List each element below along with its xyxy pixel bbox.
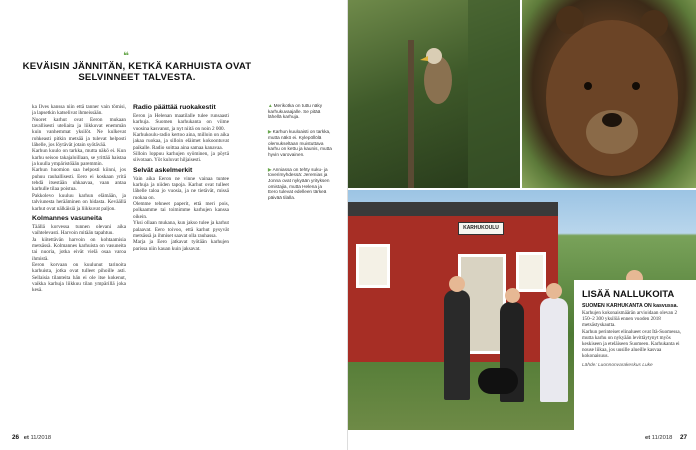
paragraph: Pakkolevo kuuluu karhun elämään, ja talviunesta herääminen on hidasta. Keväällä karhut ovat nälkäisiä ja liikkuvat paljon. [32,192,126,212]
house-roof [348,202,558,216]
bear-illustration [522,0,696,188]
quote-mark-icon: ❝ [123,51,129,62]
paragraph: Karhun huomion saa helposti kiinni, jos puhuu rauhallisesti. Eero ei koskaan yritä tehdä itsestään uhkaavaa, vaan antaa karhulle tilaa poistua. [32,167,126,193]
issue-number: 11/2018 [30,435,52,441]
paragraph: Silloin loppuu karhujen syöminen, ja pöytä siivotaan. Yöt kuluvat hiljaisesti. [133,151,229,164]
info-title: LISÄÄ NALLUKOITA [582,289,675,300]
subheading-kolmannes: Kolmannes vasuneita [32,214,102,222]
info-lead: SUOMEN KARHUKANTA ON kasvussa. [582,303,678,309]
issue-number: 11/2018 [651,435,673,441]
house-sign: KARHUKOULU [458,222,504,235]
subheading-radio: Radio päättää ruokakestit [133,104,216,111]
magazine-logo: et [23,435,29,441]
info-paragraph: Karhujen kokonaismäärän arvioidaan olevan 2 150–2 300 yksilöä ennen vuoden 2018 metsästyskautta. [582,310,678,328]
footer-right [645,434,690,441]
pull-quote: KEVÄISIN JÄNNITÄN, KETKÄ KARHUISTA OVAT SELVINNEET TALVESTA. [22,61,252,83]
page-number: 27 [679,434,688,441]
eagle-illustration [348,0,520,188]
caption-eagle: ▲Merikotka on tuttu näky karhukuvaajalle. Se pitää lähellä karhuja. [268,103,323,120]
dog [478,368,518,394]
bear-photo [522,0,696,188]
paragraph: Nuoret karhut ovat Eeron mukaan tavallisesti uteliaita ja liikkuvat enemmän kuin vanhemmat yksilöt. Ne kulkevat rohkeasti pitkin metsää ja tulevat helposti lähelle, jos löytävät jotain syötävää. [32,116,126,149]
person-head [546,283,562,299]
arrow-right-icon: ▶ [268,129,272,135]
subheading-selvat: Selvät askelmerkit [133,166,193,174]
paragraph: Yksi ollaan mukana, kun jakso tulee ja karhut palaavat. Eero toivoo, että karhut pysyvät metsässä ja ihmiset saavat olla rauhassa. [133,220,229,239]
info-source: Lähde: Luonnonvarakeskus Luke [582,363,653,368]
house-window [356,244,390,288]
person [444,290,470,400]
info-paragraph: Karhun perinteiset elinalueet ovat Itä-Suomessa, mutta karhu on nykyään levittäytynyt myös keskiseen ja eteläiseen Suomeen. Karhukanta ei nouse liikaa, jos uusille alueille kasvaa kokonaisuus. [582,329,681,359]
person-head [505,288,520,303]
paragraph: Ja kiitettävän harvoin on kohtaamisia metsässä. Kolmannes karhuista on vasuneita tai nuoria, jotka eivät vielä osaa varoa ihmistä. [32,236,126,262]
text-column-1 [32,104,126,424]
house-window [516,252,546,292]
arrow-up-icon: ▲ [268,103,273,108]
text-column-2 [133,104,229,424]
person [540,298,568,402]
info-box [574,280,696,430]
caption-bear: ▶Karhun kuuloaisti on tarkka, mutta näkö ei. Kylepöllölä olemukseltaan muistuttava karhu on kettu ja kaunis, mutta hyvin varovainen. [268,129,332,157]
footer-left [12,434,51,441]
paragraph: Marja ja Eero jatkavat työtään karhujen parissa niin kauan kuin jaksavat. [133,239,229,252]
right-page [348,0,696,450]
paragraph: ka Ilves kanssa niin että tanner vain tömisi, ja lapsetkin katselivat ihmeissään. [32,104,126,117]
arrow-right-icon: ▶ [268,166,272,172]
eagle-photo [348,0,520,188]
paragraph: Eeron ja Helenan maatilalle tulee runsaasti karhuja. Suomen karhukanta on viime vuosina kasvanut, ja nyt niitä on noin 2 000. [133,113,229,132]
paragraph: Eeron korvaan on kuulunut tarinoita karhuista, jotka ovat tulleet pihoille asti. Sellaisia tilanteita hän ei ole itse kokenut, vaikka karhuja liikkuu tilan ympärillä joka kesä. [32,261,126,294]
paragraph: Karhun kuulo on tarkka, mutta näkö ei. Kun karhu seisoo takajaloillaan, se yrittää haistaa ja kuulla ympäristöään paremmin. [32,148,126,168]
paragraph: Olemme tehneet paperit, että meri pois, polkaamme tai toimimme karhujen kanssa oikein. [133,201,229,220]
paragraph: Karhukoulu-radio kertoo aina, milloin on aika jakaa ruokaa, ja silloin eläimet kokoontuvat paikalle. Radio soittaa aina samaa kanavaa. [133,132,229,151]
photo-captions [268,103,332,210]
person-head [449,276,465,292]
page-number: 26 [12,434,20,441]
paragraph: Täällä korvessa tunnen olevani aika vaihtelevasti. Harvoin mitään tapahtuu. [32,223,126,237]
paragraph: Vain aika Eeron ne vinne vainaa tuntee karhuja ja niiden tapoja. Karhut ovat tulleet lähelle taloa jo vuosia, ja ne tietävät, missä ruokaa on. [133,175,229,201]
magazine-logo: et [645,435,651,441]
caption-group: ▶Anniassa on tehty suku- ja toverimyhdessä: Jeremias ja Jonna ovat nykyään yrityksen omistajia, mutta Helena ja Eero tulevat edelleen tärkeä päivää tilalla. [268,166,330,201]
